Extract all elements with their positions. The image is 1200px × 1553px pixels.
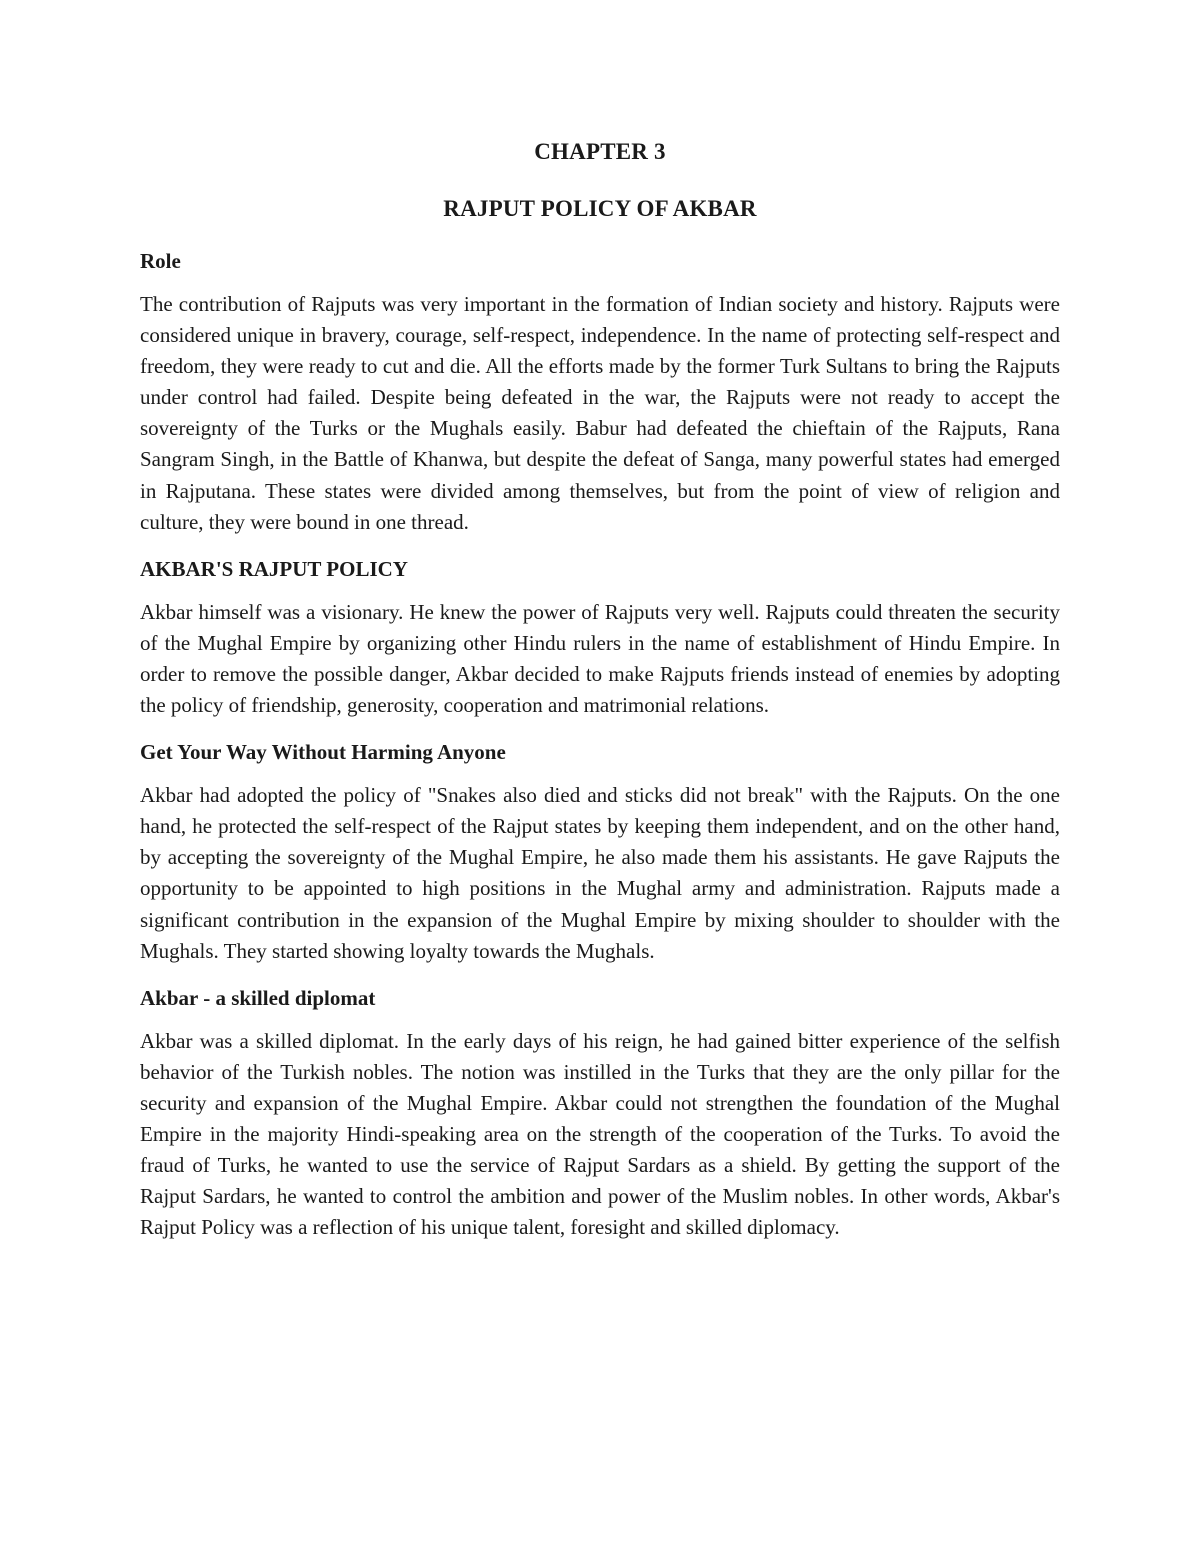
section-paragraph: Akbar was a skilled diplomat. In the early days of his reign, he had gained bitter experience of the selfish behavior of the Turkish nobles. The notion was instilled in the Turks that they are the only pillar for the security and expansion of the Mughal Empire. Akbar could not strengthen the foundation of the Mughal Empire in the majority Hindi-speaking area on the strength of the cooperation of the Turks. To avoid the fraud of Turks, he wanted to use the service of Rajput Sardars as a shield. By getting the support of the Rajput Sardars, he wanted to control the ambition and power of the Muslim nobles. In other words, Akbar's Rajput Policy was a reflection of his unique talent, foresight and skilled diplomacy. [140, 1028, 1060, 1240]
section-get-your-way [140, 738, 1060, 967]
chapter-number: CHAPTER 3 [534, 139, 666, 164]
section-role [140, 247, 1060, 538]
section-paragraph: Akbar had adopted the policy of "Snakes also died and sticks did not break" with the Rajputs. On the one hand, he protected the self-respect of the Rajput states by keeping them independent, and on the other hand, by accepting the sovereignty of the Mughal Empire, he also made them his assistants. He gave Rajputs the opportunity to be appointed to high positions in the Mughal army and administration. Rajputs made a significant contribution in the expansion of the Mughal Empire by mixing shoulder to shoulder with the Mughals. They started showing loyalty towards the Mughals. [140, 783, 1060, 963]
chapter-title: RAJPUT POLICY OF AKBAR [443, 196, 757, 221]
section-heading: AKBAR'S RAJPUT POLICY [140, 556, 408, 581]
section-paragraph: Akbar himself was a visionary. He knew the power of Rajputs very well. Rajputs could threaten the security of the Mughal Empire by organizing other Hindu rulers in the name of establishment of Hindu Empire. In order to remove the possible danger, Akbar decided to make Rajputs friends instead of enemies by adopting the policy of friendship, generosity, cooperation and matrimonial relations. [140, 599, 1060, 718]
section-heading: Get Your Way Without Harming Anyone [140, 740, 506, 765]
section-heading: Role [140, 249, 181, 273]
section-akbars-rajput-policy [140, 555, 1060, 721]
section-skilled-diplomat [140, 984, 1060, 1244]
section-paragraph: The contribution of Rajputs was very important in the formation of Indian society and history. Rajputs were considered unique in bravery, courage, self-respect, independence. In the name of protecting self-respect and freedom, they were ready to cut and die. All the efforts made by the former Turk Sultans to bring the Rajputs under control had failed. Despite being defeated in the war, the Rajputs were not ready to accept the sovereignty of the Turks or the Mughals easily. Babur had defeated the chieftain of the Rajputs, Rana Sangram Singh, in the Battle of Khanwa, but despite the defeat of Sanga, many powerful states had emerged in Rajputana. These states were divided among themselves, but from the point of view of religion and culture, they were bound in one thread. [140, 292, 1060, 534]
section-heading: Akbar - a skilled diplomat [140, 985, 376, 1010]
document-page [140, 138, 1060, 1260]
